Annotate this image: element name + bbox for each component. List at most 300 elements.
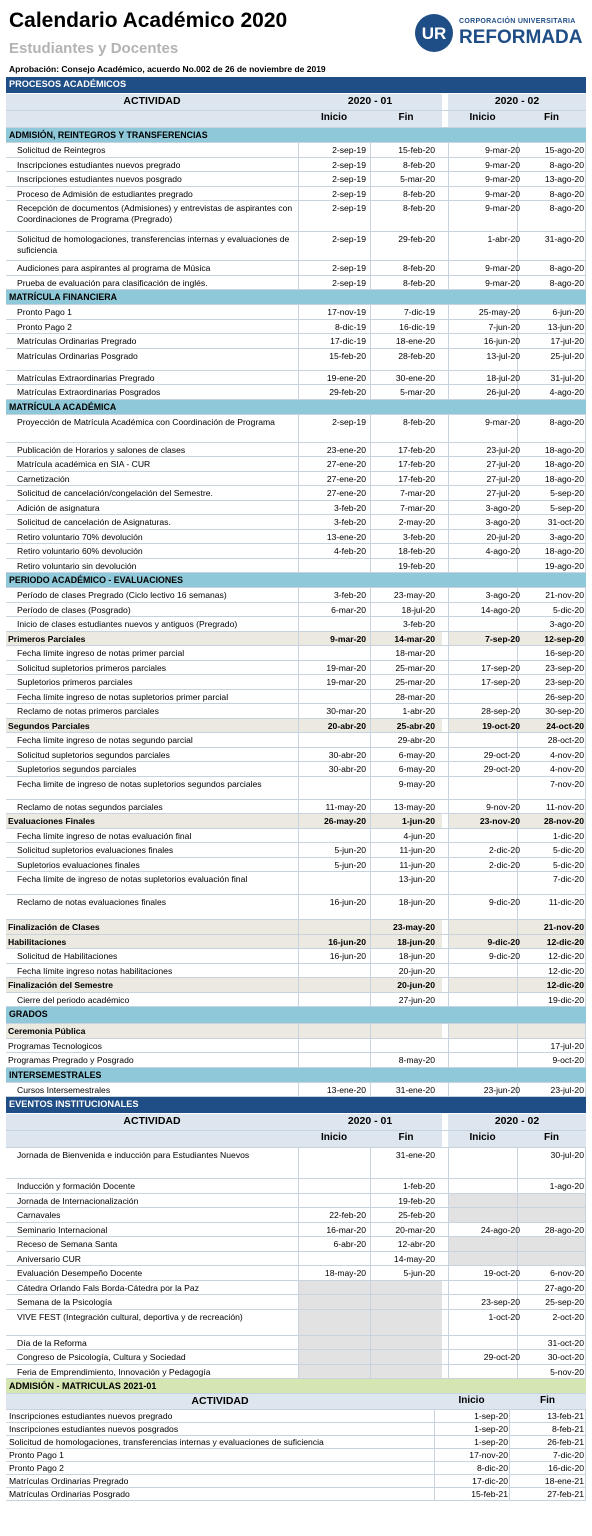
column-subheader-row — [6, 1131, 586, 1148]
start-date-2020-01 — [302, 978, 366, 992]
start-date-2020-01 — [302, 690, 366, 704]
start-date-2020-01: 5-jun-20 — [334, 845, 366, 855]
activity-row — [6, 1336, 586, 1351]
end-date-2020-02: 7-dic-20 — [552, 874, 584, 884]
activity-name: Matrículas Ordinarias Posgrado — [17, 350, 138, 361]
end-date-2020-01: 17-feb-20 — [398, 473, 435, 484]
activity-name: Congreso de Psicología, Cultura y Sociedad — [17, 1352, 186, 1362]
activity-row — [6, 762, 586, 777]
category-title: GRADOS — [9, 1009, 48, 1019]
activity-row — [6, 472, 586, 487]
activity-row — [6, 964, 586, 979]
start-header: Inicio — [448, 111, 517, 127]
end-date: 13-feb-21 — [547, 1410, 584, 1421]
start-date-2020-02 — [451, 1039, 520, 1053]
start-date-2020-01: 5-jun-20 — [334, 859, 366, 870]
end-date-2020-02: 25-jul-20 — [550, 350, 584, 361]
end-date-2020-01: 13-may-20 — [393, 801, 435, 812]
end-date: 18-ene-21 — [544, 1475, 584, 1486]
end-date-2020-01: 20-jun-20 — [398, 965, 435, 976]
start-date-2020-02: 9-dic-20 — [487, 936, 520, 947]
start-date-2020-02: 9-mar-20 — [485, 174, 520, 184]
start-date-2020-02 — [451, 1336, 520, 1350]
start-date-2020-02: 25-may-20 — [478, 307, 520, 317]
start-date-2020-02: 27-jul-20 — [486, 473, 520, 484]
activity-row — [6, 675, 586, 690]
start-date-2020-02: 17-sep-20 — [481, 677, 520, 687]
logo-name: REFORMADA — [459, 27, 583, 48]
activity-name: Período de clases (Posgrado) — [17, 604, 131, 615]
activity-name: Pronto Pago 1 — [9, 1449, 64, 1460]
activity-name: Finalización de Clases — [8, 922, 100, 932]
activity-name: Solicitud de cancelación/congelación del Semestre. — [17, 488, 213, 498]
end-date-2020-01: 15-feb-20 — [398, 145, 435, 155]
admision-row — [6, 1475, 586, 1488]
university-logo — [414, 13, 584, 53]
activity-name: Fecha límite ingreso notas habilitaciones — [17, 965, 173, 976]
activity-row — [6, 993, 586, 1008]
start-date-2020-01: 2-sep-19 — [332, 203, 366, 213]
end-date-2020-01: 7-dic-19 — [403, 307, 435, 317]
start-date-2020-01: 17-dic-19 — [330, 336, 366, 346]
activity-subheader — [6, 1131, 298, 1147]
period-header: 2020 - 01 — [298, 1114, 442, 1130]
end-date-2020-01: 18-feb-20 — [398, 546, 435, 556]
activity-name: Matrículas Ordinarias Pregrado — [17, 336, 137, 346]
activity-name: Matrícula académica en SIA - CUR — [17, 459, 151, 469]
activity-row — [6, 690, 586, 705]
activity-name: Proyección de Matrícula Académica con Coordinación de Programa — [17, 416, 275, 427]
start-date-2020-01 — [302, 646, 366, 660]
start-date-2020-01: 18-may-20 — [324, 1268, 366, 1278]
activity-name: Prueba de evaluación para clasificación de inglés. — [17, 277, 208, 288]
end-date-2020-02: 18-ago-20 — [544, 459, 584, 469]
start-date-2020-01: 3-feb-20 — [333, 517, 366, 527]
end-date-2020-01: 29-abr-20 — [397, 735, 435, 745]
activity-name: Solicitud supletorios segundos parciales — [17, 749, 170, 760]
activity-name: Fecha límite de ingreso de notas supletorios evaluación final — [17, 874, 248, 884]
end-date-2020-02: 15-ago-20 — [544, 145, 584, 155]
activity-row — [6, 320, 586, 335]
end-date: 27-feb-21 — [547, 1488, 584, 1499]
end-date-2020-01: 14-mar-20 — [394, 633, 435, 644]
activity-row — [6, 349, 586, 371]
group-row — [6, 935, 586, 950]
admision-header — [6, 1379, 586, 1394]
start-date-2020-02: 3-ago-20 — [485, 517, 520, 527]
end-date-2020-01: 1-feb-20 — [402, 1181, 435, 1191]
end-date-2020-02: 17-jul-20 — [550, 1040, 584, 1051]
activity-name: Carnetización — [17, 473, 70, 484]
activity-row — [6, 501, 586, 516]
activity-row — [6, 530, 586, 545]
activity-name: Solicitud de Habilitaciones — [17, 951, 118, 961]
activity-row — [6, 949, 586, 964]
start-date-2020-02: 3-ago-20 — [485, 502, 520, 513]
end-date-2020-01 — [371, 1336, 435, 1350]
activity-name: Reclamo de notas segundos parciales — [17, 801, 163, 812]
end-date-2020-02: 19-dic-20 — [548, 994, 584, 1005]
end-date-2020-02: 6-nov-20 — [550, 1268, 584, 1278]
start-date-2020-02: 9-dic-20 — [488, 951, 520, 961]
activity-name: Evaluaciones Finales — [8, 816, 95, 826]
start-date-2020-01: 2-sep-19 — [332, 159, 366, 170]
end-date-2020-01: 18-jul-20 — [401, 604, 435, 615]
start-date-2020-01: 2-sep-19 — [332, 263, 366, 273]
end-date-2020-02: 13-jun-20 — [547, 321, 584, 332]
end-date-2020-01: 20-mar-20 — [395, 1224, 435, 1235]
academic-calendar-table — [6, 77, 586, 1501]
start-date-2020-01: 6-mar-20 — [331, 604, 366, 615]
end-date-2020-01: 8-may-20 — [398, 1055, 435, 1065]
start-date-2020-01: 2-sep-19 — [332, 277, 366, 288]
end-date-2020-01: 23-may-20 — [393, 590, 435, 600]
start-date-2020-02: 23-nov-20 — [479, 816, 520, 826]
activity-row — [6, 1350, 586, 1365]
admision-row — [6, 1436, 586, 1449]
end-date-2020-02: 30-jul-20 — [550, 1150, 584, 1160]
activity-name: Semana de la Psicología — [17, 1297, 113, 1307]
activity-row — [6, 843, 586, 858]
activity-name: Fecha límite ingreso de notas evaluación final — [17, 830, 192, 841]
end-date-2020-02 — [520, 1024, 584, 1038]
activity-name: Feria de Emprendimiento, Innovación y Pedagogía — [17, 1366, 211, 1377]
start-date-2020-02 — [451, 559, 520, 573]
end-date-2020-02: 18-ago-20 — [544, 473, 584, 484]
activity-row — [6, 371, 586, 386]
activity-name: Pronto Pago 2 — [17, 321, 72, 332]
start-date-2020-02: 9-dic-20 — [488, 897, 520, 907]
activity-row — [6, 777, 586, 800]
activity-row — [6, 829, 586, 844]
activity-row — [6, 800, 586, 815]
start-date-2020-01 — [302, 1310, 366, 1335]
activity-row — [6, 1223, 586, 1238]
end-date-2020-02: 31-jul-20 — [550, 372, 584, 383]
page-title: Calendario Académico 2020 — [9, 9, 288, 32]
start-date-2020-02 — [451, 978, 520, 992]
end-date-2020-02: 5-dic-20 — [552, 604, 584, 615]
activity-name: Matrículas Extraordinarias Posgrados — [17, 387, 161, 397]
end-date-2020-02: 31-oct-20 — [547, 1337, 584, 1348]
start-date-2020-01 — [302, 1194, 366, 1208]
activity-name: Adición de asignatura — [17, 502, 100, 513]
end-date-2020-01: 18-ene-20 — [395, 336, 435, 346]
end-date-2020-02: 12-dic-20 — [546, 936, 584, 947]
start-date: 1-sep-20 — [474, 1436, 508, 1447]
activity-row — [6, 748, 586, 763]
activity-name: Receso de Semana Santa — [17, 1239, 118, 1249]
end-date-2020-01: 29-feb-20 — [398, 234, 435, 244]
activity-row — [6, 858, 586, 873]
start-date-2020-02: 7-sep-20 — [485, 633, 520, 644]
end-date-2020-02: 3-ago-20 — [549, 619, 584, 629]
activity-row — [6, 143, 586, 158]
end-date-2020-01: 17-feb-20 — [398, 459, 435, 469]
end-date-2020-02 — [520, 1252, 584, 1266]
start-date: 17-dic-20 — [472, 1475, 508, 1486]
start-date-2020-01: 4-feb-20 — [333, 546, 366, 556]
end-date-2020-02: 8-ago-20 — [549, 263, 584, 273]
end-date-2020-01: 5-mar-20 — [400, 387, 435, 397]
end-date-2020-02: 1-ago-20 — [549, 1181, 584, 1191]
end-header: Fin — [517, 1131, 586, 1147]
activity-row — [6, 443, 586, 458]
activity-name: Inscripciones estudiantes nuevos posgrados — [9, 1423, 179, 1434]
start-date-2020-01 — [302, 829, 366, 843]
end-date-2020-02 — [520, 1208, 584, 1222]
start-date-2020-02: 16-jun-20 — [483, 336, 520, 346]
start-header: Inicio — [298, 111, 370, 127]
activity-name: Cierre del periodo académico — [17, 994, 130, 1005]
end-date: 26-feb-21 — [547, 1436, 584, 1447]
activity-name: Inscripciones estudiantes nuevos pregrado — [17, 159, 181, 170]
end-date-2020-02: 31-oct-20 — [547, 517, 584, 527]
activity-row — [6, 1179, 586, 1194]
activity-name: Fecha límite ingreso de notas segundo parcial — [17, 735, 193, 745]
end-date-2020-02: 5-sep-20 — [550, 502, 584, 513]
ur-logo-icon — [414, 13, 454, 53]
end-date-2020-02: 21-nov-20 — [543, 922, 584, 932]
end-date-2020-02: 4-nov-20 — [550, 749, 584, 760]
start-date-2020-02 — [451, 1252, 520, 1266]
activity-name: Pronto Pago 2 — [9, 1462, 64, 1473]
start-date-2020-01 — [302, 617, 366, 631]
end-date-2020-02: 8-ago-20 — [549, 277, 584, 288]
activity-name: Inicio de clases estudiantes nuevos y antiguos (Pregrado) — [17, 619, 238, 629]
end-date-2020-01: 12-abr-20 — [397, 1239, 435, 1249]
activity-name: Matrículas Ordinarias Pregrado — [9, 1475, 129, 1486]
start-date-2020-02: 9-mar-20 — [485, 145, 520, 155]
start-date-2020-02: 14-ago-20 — [480, 604, 520, 615]
end-date-2020-01 — [371, 1295, 435, 1309]
end-date-2020-02: 6-jun-20 — [552, 307, 584, 317]
start-date-2020-01 — [302, 733, 366, 747]
end-date-2020-02: 8-ago-20 — [549, 159, 584, 170]
activity-name: Jornada de Internacionalización — [17, 1195, 139, 1206]
start-date: 8-dic-20 — [476, 1462, 508, 1473]
start-date-2020-01 — [302, 1295, 366, 1309]
section-header — [6, 1097, 586, 1114]
start-date-2020-02: 20-jul-20 — [486, 531, 520, 542]
activity-name: Aniversario CUR — [17, 1253, 81, 1264]
end-date-2020-01: 2-may-20 — [398, 517, 435, 527]
activity-row — [6, 334, 586, 349]
period-header: 2020 - 02 — [448, 94, 586, 110]
start-date-2020-02: 9-mar-20 — [485, 203, 520, 213]
activity-name: Habilitaciones — [8, 936, 67, 947]
activity-name: Supletorios evaluaciones finales — [17, 859, 140, 870]
end-date-2020-02: 5-nov-20 — [550, 1366, 584, 1377]
end-date-2020-01: 3-feb-20 — [402, 619, 435, 629]
end-date-2020-01 — [371, 1039, 435, 1053]
start-date-2020-01: 13-ene-20 — [326, 531, 366, 542]
start-date-2020-02: 13-jul-20 — [486, 350, 520, 361]
start-date-2020-01: 19-ene-20 — [326, 372, 366, 383]
period-header: 2020 - 02 — [448, 1114, 586, 1130]
start-date-2020-01 — [302, 1336, 366, 1350]
start-date-2020-02: 9-mar-20 — [485, 277, 520, 288]
end-date-2020-02: 1-dic-20 — [552, 830, 584, 841]
end-date-2020-02: 4-nov-20 — [550, 764, 584, 774]
activity-row — [6, 704, 586, 719]
activity-row — [6, 232, 586, 261]
end-date-2020-01: 5-mar-20 — [400, 174, 435, 184]
admision-column-header — [6, 1394, 586, 1410]
end-date-2020-01: 25-abr-20 — [396, 720, 435, 731]
activity-name: Día de la Reforma — [17, 1337, 87, 1348]
activity-name: Seminario Internacional — [17, 1224, 108, 1235]
activity-name: Recepción de documentos (Admisiones) y entrevistas de aspirantes con Coordinaciones de Programa (Pregrado) — [17, 203, 293, 224]
start-date-2020-02 — [451, 1179, 520, 1193]
activity-row — [6, 1310, 586, 1336]
end-date-2020-02: 8-ago-20 — [549, 188, 584, 199]
activity-name: Fecha límite ingreso de notas supletorios primer parcial — [17, 691, 229, 702]
start-date-2020-02: 2-dic-20 — [488, 845, 520, 855]
group-row — [6, 978, 586, 993]
start-date-2020-01 — [302, 777, 366, 799]
start-date-2020-01 — [302, 872, 366, 894]
end-date-2020-01 — [371, 1281, 435, 1295]
end-date-2020-02: 13-ago-20 — [544, 174, 584, 184]
start-date-2020-01 — [302, 1179, 366, 1193]
activity-row — [6, 415, 586, 443]
activity-name: Solicitud de homologaciones, transferencias internas y evaluaciones de suficiencia — [17, 234, 290, 255]
activity-row — [6, 1194, 586, 1209]
start-date-2020-02 — [451, 1237, 520, 1251]
start-date-2020-01: 27-ene-20 — [326, 473, 366, 484]
start-date-2020-02 — [451, 1208, 520, 1222]
activity-row — [6, 1237, 586, 1252]
end-date-2020-01: 31-ene-20 — [395, 1150, 435, 1160]
end-date-2020-01: 28-feb-20 — [398, 350, 435, 361]
activity-name: Solicitud de cancelación de Asignaturas. — [17, 517, 171, 527]
start-date-2020-02: 1-oct-20 — [488, 1311, 520, 1322]
end-date-2020-02: 8-ago-20 — [549, 416, 584, 427]
activity-row — [6, 486, 586, 501]
category-title: MATRÍCULA FINANCIERA — [9, 292, 117, 302]
activity-name: Cátedra Orlando Fals Borda-Cátedra por la Paz — [17, 1282, 199, 1293]
start-date-2020-02: 26-jul-20 — [486, 387, 520, 397]
start-date-2020-02 — [451, 1281, 520, 1295]
start-date-2020-01 — [302, 559, 366, 573]
activity-name: Primeros Parciales — [8, 633, 86, 644]
start-date-2020-02: 19-oct-20 — [483, 1268, 520, 1278]
start-date-2020-02 — [451, 646, 520, 660]
end-date-2020-02: 23-sep-20 — [545, 662, 584, 673]
activity-name: Fecha limite de ingreso de notas supletorios segundos parciales — [17, 778, 262, 789]
start-date-2020-02: 19-oct-20 — [482, 720, 520, 731]
activity-row — [6, 1266, 586, 1281]
activity-row — [6, 276, 586, 291]
activity-name: Matrículas Extraordinarias Pregrado — [17, 372, 155, 383]
category-header — [6, 290, 586, 305]
end-date-2020-02: 12-sep-20 — [544, 633, 584, 644]
activity-name: Período de clases Pregrado (Ciclo lectivo 16 semanas) — [17, 590, 227, 600]
start-date-2020-01: 3-feb-20 — [333, 590, 366, 600]
start-date-2020-02: 9-mar-20 — [485, 416, 520, 427]
end-date-2020-02: 28-nov-20 — [543, 816, 584, 826]
page-header — [0, 0, 592, 82]
activity-name: Pronto Pago 1 — [17, 307, 72, 317]
activity-row — [6, 1252, 586, 1267]
start-date-2020-02: 27-jul-20 — [486, 488, 520, 498]
activity-row — [6, 187, 586, 202]
end-date-2020-01: 13-jun-20 — [398, 874, 435, 884]
activity-name: Programas Pregrado y Posgrado — [8, 1055, 134, 1065]
activity-row — [6, 1148, 586, 1179]
activity-row — [6, 895, 586, 920]
admision-row — [6, 1423, 586, 1436]
start-date-2020-02: 9-mar-20 — [485, 263, 520, 273]
end-date-2020-01: 11-jun-20 — [399, 845, 435, 855]
activity-row — [6, 1039, 586, 1054]
start-date-2020-01 — [302, 1252, 366, 1266]
activity-name: Proceso de Admisión de estudiantes pregrado — [17, 188, 193, 199]
category-title: INTERSEMESTRALES — [9, 1069, 102, 1080]
end-date-2020-02: 2-oct-20 — [552, 1311, 584, 1322]
end-date-2020-01: 20-jun-20 — [397, 980, 435, 990]
start-date-2020-02 — [451, 777, 520, 799]
admision-row — [6, 1410, 586, 1423]
group-row — [6, 632, 586, 647]
start-date-2020-01 — [302, 1365, 366, 1379]
activity-header: ACTIVIDAD — [6, 1114, 298, 1130]
start-header: Inicio — [434, 1394, 509, 1409]
end-date-2020-02: 12-dic-20 — [548, 951, 584, 961]
activity-name: Evaluación Desempeño Docente — [17, 1268, 143, 1278]
section-title: PROCESOS ACADÉMICOS — [9, 79, 127, 89]
start-date-2020-02 — [451, 1194, 520, 1208]
activity-row — [6, 1053, 586, 1068]
end-date-2020-02: 30-oct-20 — [547, 1352, 584, 1362]
activity-name: Finalización del Semestre — [8, 980, 114, 990]
activity-row — [6, 385, 586, 400]
end-date-2020-01: 6-may-20 — [398, 749, 435, 760]
category-header — [6, 573, 586, 588]
start-date-2020-02: 9-nov-20 — [486, 801, 520, 812]
activity-name: Retiro voluntario 60% devolución — [17, 546, 143, 556]
end-date-2020-01 — [371, 1310, 435, 1335]
category-header — [6, 400, 586, 415]
start-date-2020-01: 26-may-20 — [323, 816, 366, 826]
activity-name: Retiro voluntario sin devolución — [17, 560, 137, 571]
end-header: Fin — [517, 111, 586, 127]
activity-row — [6, 1208, 586, 1223]
section-header — [6, 77, 586, 94]
start-date-2020-02 — [451, 690, 520, 704]
end-date-2020-02: 27-ago-20 — [544, 1282, 584, 1293]
end-date-2020-02: 12-dic-20 — [546, 980, 584, 990]
start-date-2020-01: 16-jun-20 — [329, 897, 366, 907]
activity-row — [6, 172, 586, 187]
end-date-2020-01: 14-may-20 — [393, 1253, 435, 1264]
start-date-2020-02: 29-oct-20 — [483, 1352, 520, 1362]
activity-name: Matrículas Ordinarias Posgrado — [9, 1488, 130, 1499]
start-date-2020-02: 4-ago-20 — [485, 546, 520, 556]
category-header — [6, 1007, 586, 1024]
group-row — [6, 814, 586, 829]
end-date-2020-02: 23-sep-20 — [545, 677, 584, 687]
start-date-2020-01 — [302, 964, 366, 978]
activity-name: Cursos Intersemestrales — [17, 1084, 111, 1095]
end-date-2020-01 — [371, 1024, 435, 1038]
activity-name: Reclamo de notas primeros parciales — [17, 706, 159, 716]
start-date-2020-02: 27-jul-20 — [486, 459, 520, 469]
start-date-2020-02: 24-ago-20 — [480, 1224, 520, 1235]
start-date-2020-01: 27-ene-20 — [326, 488, 366, 498]
end-date-2020-02: 17-jul-20 — [550, 336, 584, 346]
